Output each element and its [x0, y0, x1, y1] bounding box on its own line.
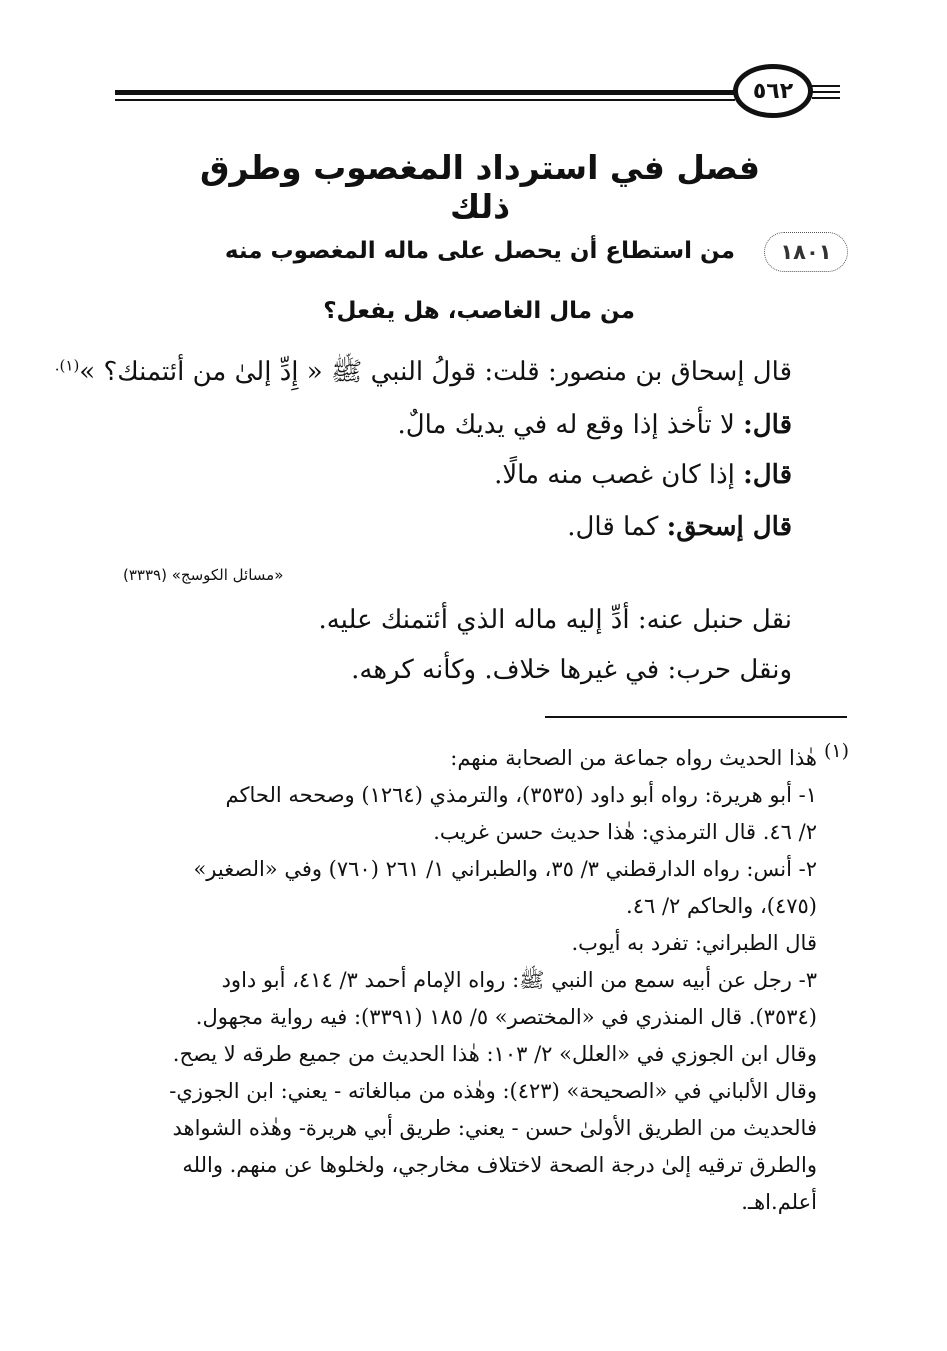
page-number [733, 64, 813, 118]
footnote-number: (١) [823, 740, 849, 762]
header-rule-thin [115, 99, 735, 101]
header-rule-right-1 [812, 85, 840, 87]
footnote-line: (٤٧٥)، والحاكم ٢/ ٤٦. [626, 894, 817, 918]
narration-line-3-text: إذا كان غصب منه مالًا. [494, 460, 744, 490]
header-rule-thick [115, 90, 735, 95]
page-number-text: ٥٦٢ [752, 78, 794, 104]
narration-line-4 [567, 512, 792, 542]
footnote-reference: (١). [54, 356, 80, 375]
speaker-label: قال إسحق: [666, 512, 792, 542]
issue-question-line-1: من استطاع أن يحصل على ماله المغصوب منه [224, 238, 735, 264]
footnote-line: والطرق ترقيه إلىٰ درجة الصحة لاختلاف مخارجي، ولخلوها عن منهم. والله [182, 1153, 817, 1177]
footnote-line: (٣٥٣٤). قال المنذري في «المختصر» ٥/ ١٨٥ (٣٣٩١): فيه رواية مجهول. [195, 1005, 817, 1029]
footnote-separator [545, 716, 847, 718]
narration-line-2-text: لا تأخذ إذا وقع له في يديك مالٌ. [397, 410, 744, 440]
footnote-line: هٰذا الحديث رواه جماعة من الصحابة منهم: [450, 746, 817, 770]
header-rule-right-2 [812, 91, 840, 93]
transmission-line-2: ونقل حرب: في غيرها خلاف. وكأنه كرهه. [351, 655, 792, 685]
issue-question-line-2: من مال الغاصب، هل يفعل؟ [323, 298, 635, 324]
narration-line-2 [397, 410, 792, 440]
issue-number-medallion [764, 232, 848, 272]
footnote-line: ٣- رجل عن أبيه سمع من النبي ﷺ: رواه الإمام أحمد ٣/ ٤١٤، أبو داود [221, 968, 817, 992]
footnote-line: وقال الألباني في «الصحيحة» (٤٢٣): وهٰذه من مبالغاته - يعني: ابن الجوزي- [169, 1079, 817, 1103]
narration-line-1-text: قال إسحاق بن منصور: قلت: قولُ النبي ﷺ « إِدِّ إلىٰ من أئتمنك؟ » [79, 357, 792, 387]
source-citation: «مسائل الكوسج» (٣٣٣٩) [123, 566, 284, 584]
transmission-line-1: نقل حنبل عنه: أدِّ إليه ماله الذي أئتمنك عليه. [318, 605, 792, 635]
narration-line-3 [494, 460, 792, 490]
footnote-line: ١- أبو هريرة: رواه أبو داود (٣٥٣٥)، والترمذي (١٢٦٤) وصححه الحاكم [225, 783, 817, 807]
header-rule-right-3 [812, 97, 840, 99]
issue-number: ١٨٠١ [780, 240, 832, 264]
footnote-line: وقال ابن الجوزي في «العلل» ٢/ ١٠٣: هٰذا الحديث من جميع طرقه لا يصح. [172, 1042, 817, 1066]
footnote-line: قال الطبراني: تفرد به أيوب. [571, 931, 817, 955]
speaker-label: قال: [743, 460, 792, 490]
footnote-body [125, 740, 817, 1221]
footnote-line: فالحديث من الطريق الأولىٰ حسن - يعني: طريق أبي هريرة- وهٰذه الشواهد [172, 1116, 817, 1140]
speaker-label: قال: [743, 410, 792, 440]
narration-line-1 [55, 355, 792, 393]
narration-line-4-text: كما قال. [567, 512, 667, 542]
footnote-line: ٢- أنس: رواه الدارقطني ٣/ ٣٥، والطبراني ١/ ٢٦١ (٧٦٠) وفي «الصغير» [193, 857, 817, 881]
footnote-line: أعلم.اهـ. [741, 1190, 817, 1214]
chapter-title: فصل في استرداد المغصوب وطرق ذلك [200, 148, 760, 226]
footnote-line: ٢/ ٤٦. قال الترمذي: هٰذا حديث حسن غريب. [433, 820, 817, 844]
